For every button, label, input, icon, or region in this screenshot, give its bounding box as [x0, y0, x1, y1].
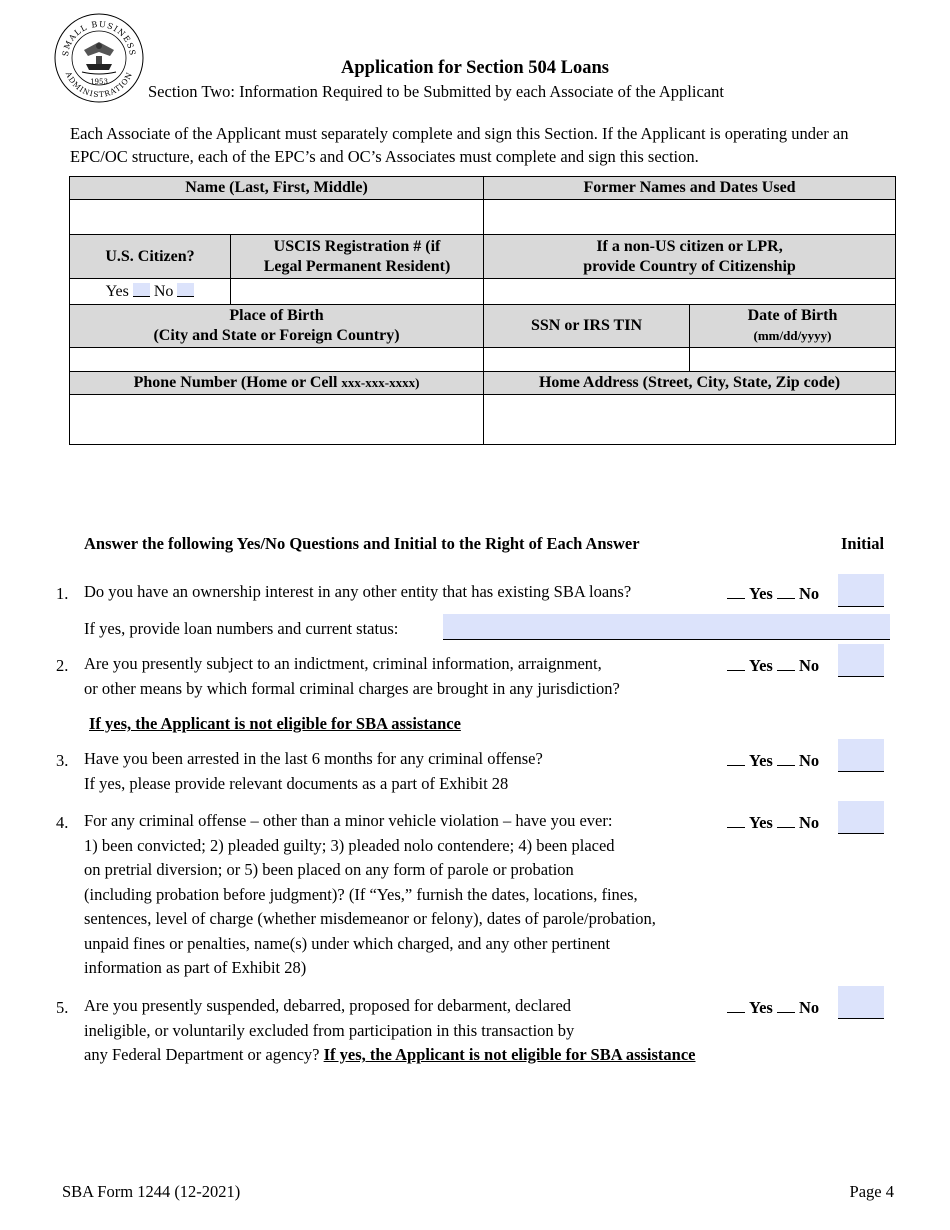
us-citizen-field: Yes No [70, 279, 231, 305]
q1-number: 1. [56, 584, 69, 603]
q5-text: Are you presently suspended, debarred, proposed for debarment, declared ineligible, or voluntarily excluded from participation in this transaction by any Federal Department or agency? If yes, the Applicant is not eligible for SBA assistance [84, 996, 696, 1064]
ssn-header: SSN or IRS TIN [484, 305, 690, 348]
home-address-header: Home Address (Street, City, State, Zip code) [484, 372, 896, 395]
uscis-header: USCIS Registration # (if Legal Permanent Resident) [231, 235, 484, 279]
place-of-birth-field[interactable] [70, 348, 484, 372]
phone-field[interactable] [70, 395, 484, 445]
q4-yes-blank[interactable] [727, 813, 745, 828]
us-citizen-header: U.S. Citizen? [70, 235, 231, 279]
associate-info-table [69, 176, 896, 445]
intro-paragraph: Each Associate of the Applicant must separately complete and sign this Section. If the Applicant is operating under an EPC/OC structure, each of the EPC’s and OC’s Associates must complete and sign this section. [70, 124, 849, 166]
q1-yes-no: Yes No [727, 584, 819, 604]
q4-number: 4. [56, 813, 69, 832]
country-of-citizenship-field[interactable] [484, 279, 896, 305]
page-number: Page 4 [849, 1182, 894, 1201]
name-field[interactable] [70, 200, 484, 235]
q2-ineligible-note: If yes, the Applicant is not eligible for SBA assistance [89, 714, 461, 733]
phone-header: Phone Number (Home or Cell xxx-xxx-xxxx) [70, 372, 484, 395]
q4-yes-no: Yes No [727, 813, 819, 833]
q3-yes-no: Yes No [727, 751, 819, 771]
q1-loan-status-field[interactable] [443, 614, 890, 640]
q5-yes-no: Yes No [727, 998, 819, 1018]
svg-text:1953: 1953 [90, 78, 108, 86]
q3-text: Have you been arrested in the last 6 months for any criminal offense? If yes, please provide relevant documents as a part of Exhibit 28 [84, 749, 543, 793]
q3-number: 3. [56, 751, 69, 770]
q1-no-blank[interactable] [777, 584, 795, 599]
former-names-field[interactable] [484, 200, 896, 235]
q1-text: Do you have an ownership interest in any other entity that has existing SBA loans? [84, 582, 632, 601]
q2-yes-blank[interactable] [727, 656, 745, 671]
citizen-no-checkbox[interactable] [177, 283, 194, 297]
q3-yes-blank[interactable] [727, 751, 745, 766]
q4-no-blank[interactable] [777, 813, 795, 828]
former-names-header: Former Names and Dates Used [484, 177, 896, 200]
q2-yes-no: Yes No [727, 656, 819, 676]
citizen-yes-checkbox[interactable] [133, 283, 150, 297]
form-title: Application for Section 504 Loans [341, 58, 609, 78]
q1-yes-blank[interactable] [727, 584, 745, 599]
q2-no-blank[interactable] [777, 656, 795, 671]
home-address-field[interactable] [484, 395, 896, 445]
q5-no-blank[interactable] [777, 998, 795, 1013]
q4-initial-field[interactable] [838, 801, 884, 834]
q3-no-blank[interactable] [777, 751, 795, 766]
svg-text:ADMINISTRATION: ADMINISTRATION [63, 70, 135, 100]
place-of-birth-header: Place of Birth (City and State or Foreign Country) [70, 305, 484, 348]
uscis-field[interactable] [231, 279, 484, 305]
q2-initial-field[interactable] [838, 644, 884, 677]
q5-ineligible-note: If yes, the Applicant is not eligible for SBA assistance [323, 1045, 696, 1064]
q4-text: For any criminal offense – other than a minor vehicle violation – have you ever: 1) been convicted; 2) pleaded guilty; 3) pleaded nolo contendere; 4) been placed on pretrial diversion; or 5) been placed on any form of parole or probation (including probation before judgment)? (If “Yes,” furnish the dates, locations, fines, sentences, level of charge (whether misdemeanor or felony), dates of parole/probation, unpaid fines or penalties, name(s) under which charged, and any other pertinent information as part of Exhibit 28) [84, 811, 656, 977]
form-id: SBA Form 1244 (12-2021) [62, 1182, 241, 1201]
form-subtitle: Section Two: Information Required to be Submitted by each Associate of the Applicant [148, 82, 724, 101]
q2-number: 2. [56, 656, 69, 675]
dob-field[interactable] [690, 348, 896, 372]
country-of-citizenship-header: If a non-US citizen or LPR, provide Country of Citizenship [484, 235, 896, 279]
svg-text:SMALL BUSINESS: SMALL BUSINESS [60, 19, 138, 57]
q2-text: Are you presently subject to an indictment, criminal information, arraignment, or other means by which formal criminal charges are brought in any jurisdiction? [84, 654, 620, 698]
initial-heading: Initial [841, 534, 885, 553]
dob-header: Date of Birth (mm/dd/yyyy) [690, 305, 896, 348]
q3-initial-field[interactable] [838, 739, 884, 772]
questions-heading: Answer the following Yes/No Questions and Initial to the Right of Each Answer [84, 534, 640, 553]
ssn-field[interactable] [484, 348, 690, 372]
q1-initial-field[interactable] [838, 574, 884, 607]
name-header: Name (Last, First, Middle) [70, 177, 484, 200]
q5-initial-field[interactable] [838, 986, 884, 1019]
q5-number: 5. [56, 998, 69, 1017]
q5-yes-blank[interactable] [727, 998, 745, 1013]
q1-followup-label: If yes, provide loan numbers and current status: [84, 619, 399, 638]
